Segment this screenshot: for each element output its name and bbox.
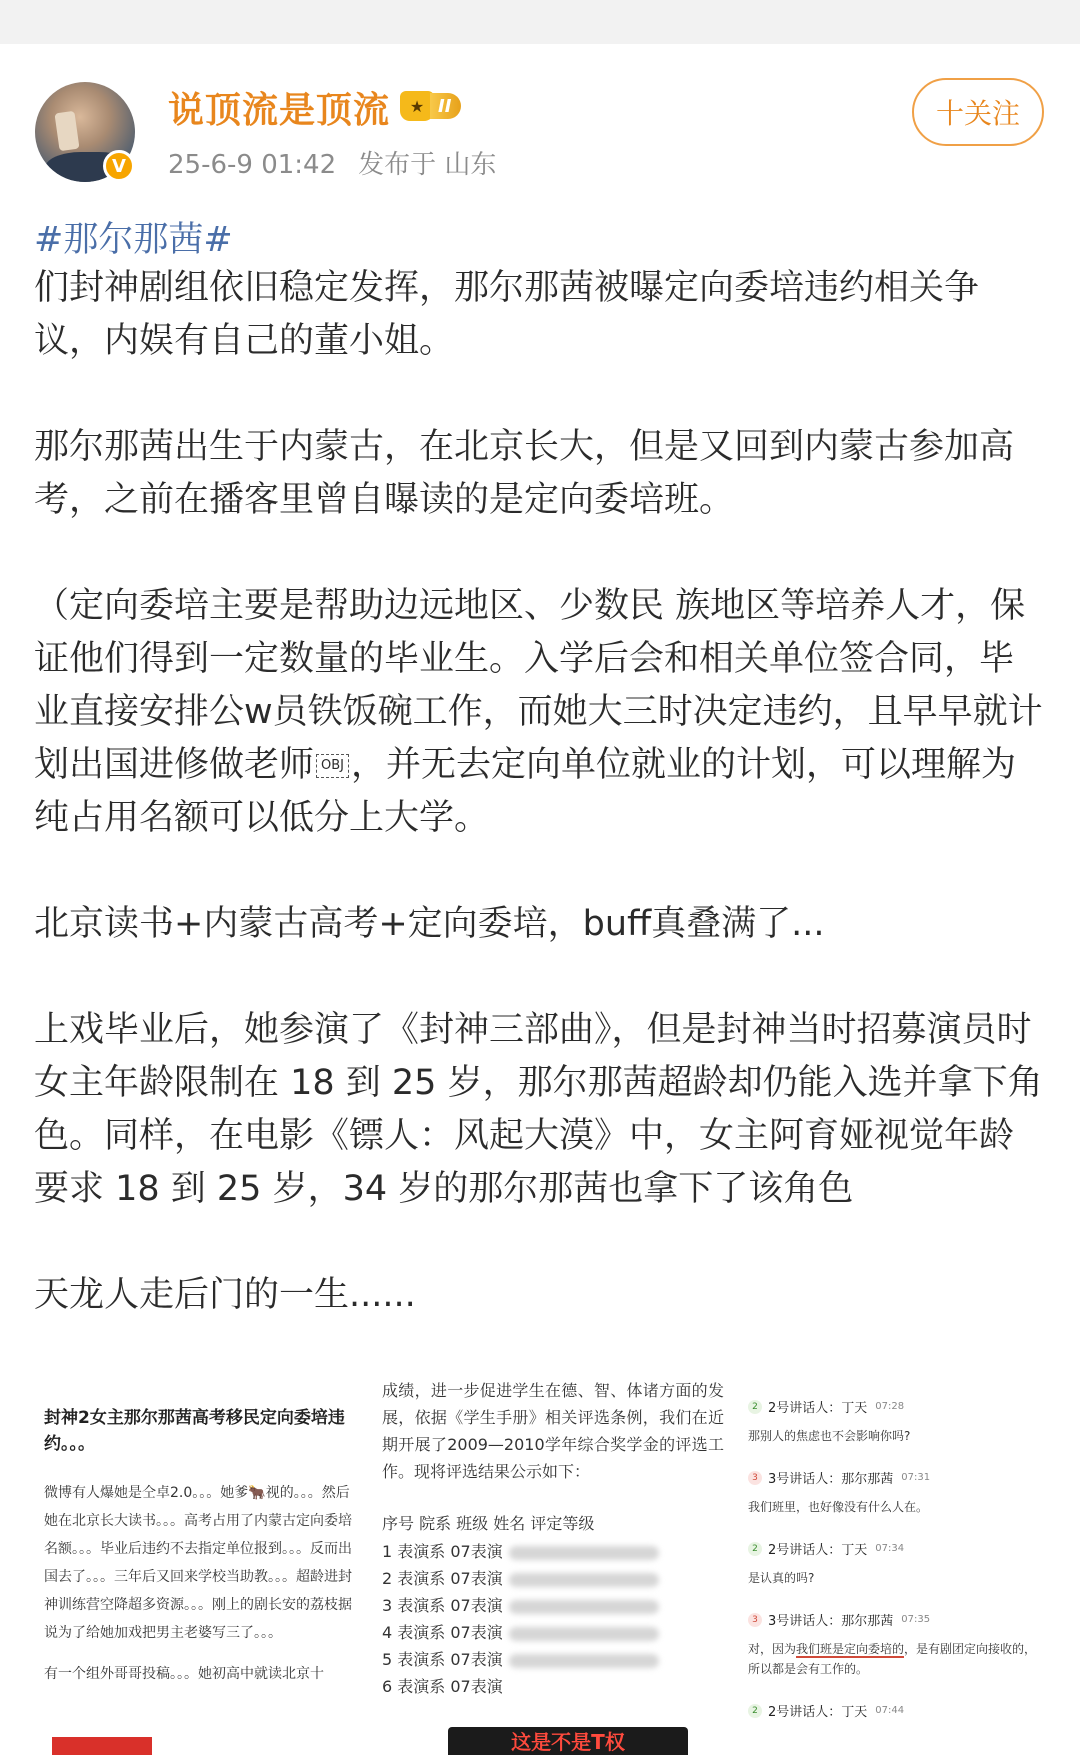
post-paragraph bbox=[34, 580, 1046, 845]
speaker-time: 07:28 bbox=[875, 1401, 905, 1412]
crown-icon: ★ bbox=[400, 91, 434, 121]
speaker-text bbox=[748, 1639, 1046, 1679]
speaker-line bbox=[748, 1539, 1046, 1558]
table-cell: 5 表演系 07表演 bbox=[382, 1650, 503, 1669]
thumb-intro: 成绩，进一步促进学生在德、智、体诸方面的发展，依据《学生手册》相关评选条例，我们在近期开展了2009—2010学年综合奖学金的评选工作。现将评选结果公示如下： bbox=[382, 1381, 724, 1481]
table-row bbox=[382, 1646, 724, 1673]
speaker-line bbox=[748, 1397, 1046, 1416]
speaker-number: 2 bbox=[748, 1704, 762, 1718]
table-cell: 3 表演系 07表演 bbox=[382, 1596, 503, 1615]
object-placeholder-icon: OBJ bbox=[316, 754, 349, 778]
post-location: 发布于 山东 bbox=[358, 150, 497, 180]
blurred-name bbox=[509, 1600, 659, 1614]
speaker-line bbox=[748, 1610, 1046, 1629]
table-row bbox=[382, 1565, 724, 1592]
thumb-caption: 这是不是T权 bbox=[448, 1727, 688, 1755]
post-paragraph: 天龙人走后门的一生...... bbox=[34, 1275, 416, 1315]
table-row bbox=[382, 1619, 724, 1646]
speaker-number: 3 bbox=[748, 1613, 762, 1627]
table-cell: 6 表演系 07表演 bbox=[382, 1677, 503, 1696]
image-thumbnail-3[interactable] bbox=[742, 1375, 1046, 1755]
table-header: 序号 院系 班级 姓名 评定等级 bbox=[382, 1514, 595, 1533]
post-body bbox=[34, 262, 1046, 1375]
speaker-time: 07:35 bbox=[901, 1614, 931, 1625]
image-thumbnail-2[interactable] bbox=[376, 1375, 730, 1755]
post-paragraph: 们封神剧组依旧稳定发挥，那尔那茜被曝定向委培违约相关争议，内娱有自己的董小姐。 bbox=[34, 268, 980, 361]
table-row bbox=[382, 1592, 724, 1619]
speaker-text-part: ，是有剧团定向接收的，所以都是会有工作的。 bbox=[748, 1642, 1037, 1676]
image-thumbnail-1[interactable] bbox=[34, 1375, 364, 1755]
thumb-title: 封神2女主那尔那茜高考移民定向委培违约。。。 bbox=[44, 1408, 345, 1454]
speaker-name: 2号讲话人：丁天 bbox=[768, 1543, 868, 1558]
blurred-name bbox=[509, 1546, 659, 1560]
speaker-line bbox=[748, 1468, 1046, 1487]
post-date: 25-6-9 01:42 bbox=[168, 150, 337, 180]
speaker-name: 3号讲话人：那尔那茜 bbox=[768, 1614, 894, 1629]
blurred-name bbox=[509, 1573, 659, 1587]
speaker-name: 3号讲话人：那尔那茜 bbox=[768, 1472, 894, 1487]
speaker-name: 2号讲话人：丁天 bbox=[768, 1705, 868, 1720]
table-cell: 2 表演系 07表演 bbox=[382, 1569, 503, 1588]
speaker-text-part: 对，因为 bbox=[748, 1642, 797, 1656]
speaker-text: 我们班里，也好像没有什么人在。 bbox=[748, 1500, 929, 1514]
table-row bbox=[382, 1538, 724, 1565]
table-cell: 1 表演系 07表演 bbox=[382, 1542, 503, 1561]
level-badge[interactable] bbox=[400, 88, 498, 124]
author-name[interactable]: 说顶流是顶流 bbox=[168, 90, 391, 131]
speaker-text: 是认真的吗? bbox=[748, 1571, 815, 1585]
avatar-phone-shape bbox=[54, 111, 79, 151]
post-paragraph-text: ，并无去定向单位就业的计划，可以理解为纯占用名额可以低分上大学。 bbox=[34, 745, 1017, 838]
thumb-red-banner bbox=[52, 1737, 152, 1755]
table-cell: 4 表演系 07表演 bbox=[382, 1623, 503, 1642]
post-paragraph: 那尔那茜出生于内蒙古，在北京长大，但是又回到内蒙古参加高考，之前在播客里曾自曝读的是定向委培班。 bbox=[34, 427, 1015, 520]
blurred-name bbox=[509, 1627, 659, 1641]
speaker-time: 07:34 bbox=[875, 1543, 905, 1554]
speaker-time: 07:44 bbox=[875, 1705, 905, 1716]
speaker-number: 3 bbox=[748, 1471, 762, 1485]
thumb-body: 微博有人爆她是仝卓2.0。。。她爹🐂视的。。。然后她在北京长大读书。。。高考占用了内蒙古定向委培名额。。。毕业后违约不去指定单位报到。。。反而出国去了。。。三年后又回来学校当助教。。。超龄进封神训练营空降超多资源。。。刚上的剧长安的荔枝据说为了给她加戏把男主老婆写三了。。。 bbox=[44, 1485, 352, 1641]
speaker-name: 2号讲话人：丁天 bbox=[768, 1401, 868, 1416]
speaker-number: 2 bbox=[748, 1542, 762, 1556]
thumb-body: 有一个组外哥哥投稿。。。她初高中就读北京十 bbox=[44, 1666, 324, 1682]
verified-icon: V bbox=[103, 150, 135, 182]
post-meta bbox=[168, 144, 496, 181]
level-label: II bbox=[430, 93, 461, 119]
speaker-text: 那别人的焦虑也不会影响你吗? bbox=[748, 1429, 911, 1443]
underlined-text: 我们班是定向委培的 bbox=[796, 1642, 905, 1656]
speaker-time: 07:31 bbox=[901, 1472, 931, 1483]
speaker-line bbox=[748, 1701, 1046, 1720]
follow-button[interactable]: 十关注 bbox=[912, 78, 1044, 146]
image-grid bbox=[34, 1375, 1046, 1755]
blurred-name bbox=[509, 1654, 659, 1668]
table-row bbox=[382, 1673, 724, 1700]
transcript bbox=[748, 1397, 1046, 1720]
top-status-band bbox=[0, 0, 1080, 44]
hashtag-link[interactable]: #那尔那茜# bbox=[34, 220, 233, 260]
post-paragraph-text: （定向委培主要是帮助边远地区、少数民 族地区等培养人才，保证他们得到一定数量的毕业生。入学后会和相关单位签合同，毕业直接安排公w员铁饭碗工作，而她大三时决定违约，且早早就计划出国进修做老师 bbox=[34, 586, 1043, 785]
post-paragraph: 上戏毕业后，她参演了《封神三部曲》，但是封神当时招募演员时女主年龄限制在 18 到 25 岁，那尔那茜超龄却仍能入选并拿下角色。同样，在电影《镖人：风起大漠》中，女主阿育娅视觉年龄要求 18 到 25 岁，34 岁的那尔那茜也拿下了该角色 bbox=[34, 1010, 1043, 1209]
post-paragraph: 北京读书+内蒙古高考+定向委培，buff真叠满了... bbox=[34, 904, 825, 944]
speaker-number: 2 bbox=[748, 1400, 762, 1414]
